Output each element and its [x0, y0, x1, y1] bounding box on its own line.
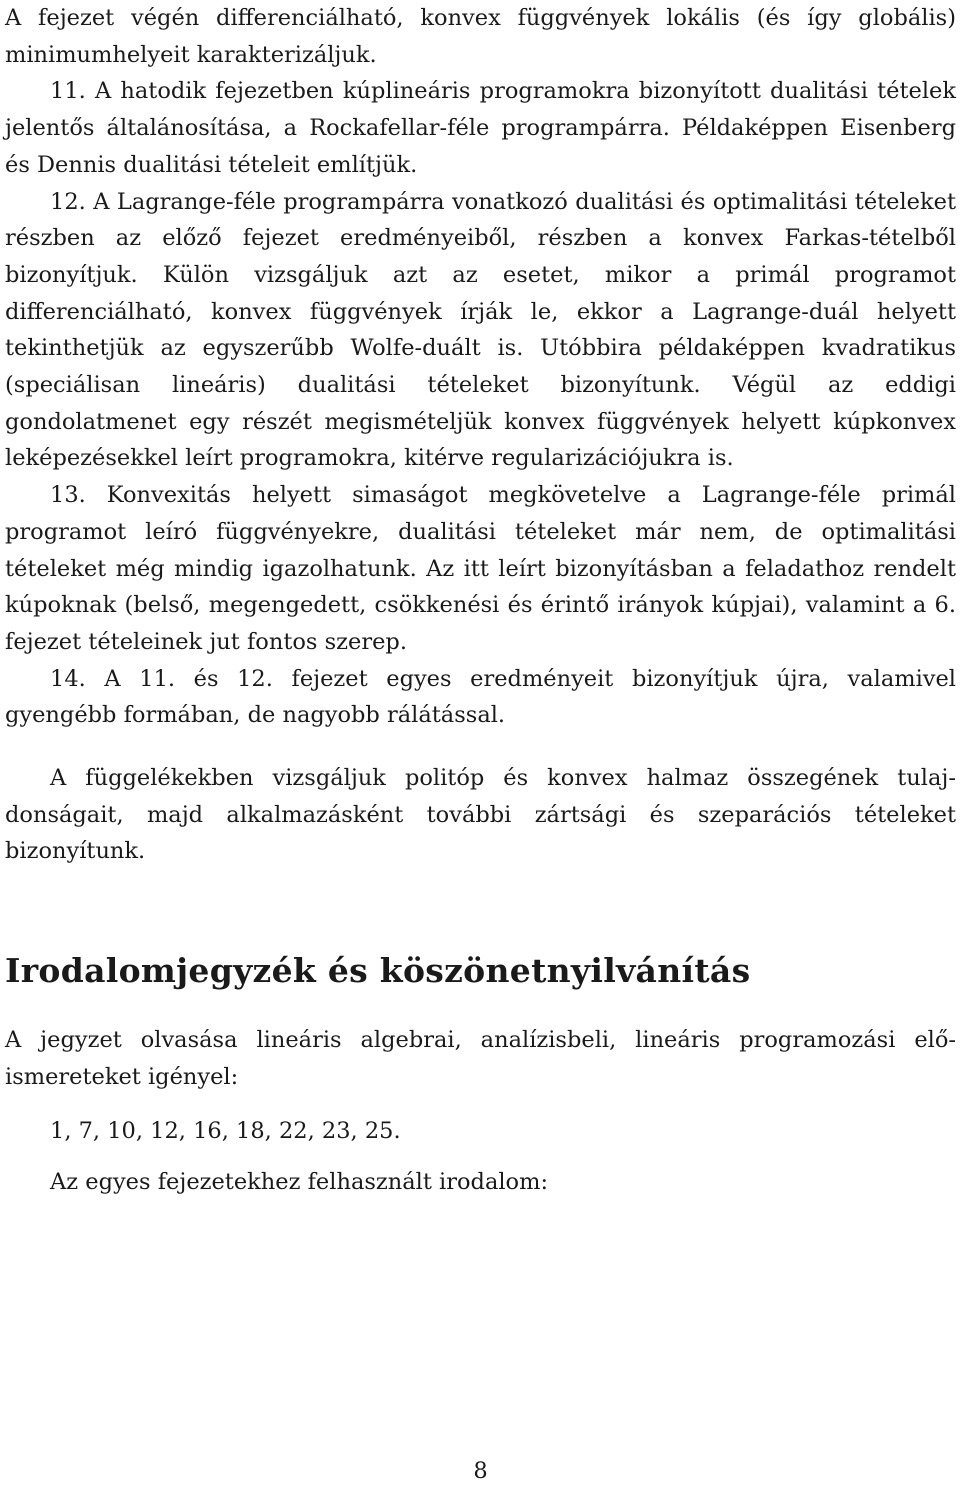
chapter-references-label: Az egyes fejezetekhez felhasznált irodalom: [50, 1169, 549, 1195]
appendix-paragraph: A függelékekben vizsgáljuk politóp és konvex halmaz összegének tulajdonságait, majd alkalmazásként további zártsági és szeparációs tételeket bizonyítunk. [5, 765, 956, 865]
prerequisites-paragraph: A jegyzet olvasása lineáris algebrai, analízisbeli, lineáris programozási előismereteket igényel: [5, 1027, 956, 1090]
item-11-paragraph: 11. A hatodik fejezetben kúplineáris programokra bizonyított dualitási tételek jelentős általánosítása, a Rockafellar-féle programpárra. Példaképpen Eisenberg és Dennis dualitási tételeit említjük. [5, 78, 956, 178]
item-13-paragraph: 13. Konvexitás helyett simaságot megkövetelve a Lagrange-féle primál programot leíró függvényekre, dualitási tételeket már nem, de optimalitási tételeket még mindig igazolhatunk. Az itt leírt bizonyításban a feladathoz rendelt kúpoknak (belső, megengedett, csökkenési és érintő irányok kúpjai), valamint a 6. fejezet tételeinek jut fontos szerep. [5, 482, 956, 655]
section-heading: Irodalomjegyzék és köszönetnyilvánítás [5, 951, 751, 990]
item-14-paragraph: 14. A 11. és 12. fejezet egyes eredményeit bizonyítjuk újra, valamivel gyengébb formában, de nagyobb rálátással. [5, 665, 956, 729]
page-number: 8 [473, 1458, 488, 1484]
document-page [5, 0, 956, 1492]
item-12-paragraph: 12. A Lagrange-féle programpárra vonatkozó dualitási és optimalitási tételeket részben az előző fejezet eredményeiből, részben a konvex Farkas-tételből bizonyítjuk. Külön vizsgáljuk azt az esetet, mikor a primál programot differenciálható, konvex függvények írják le, ekkor a Lagrange-duál helyett tekinthetjük az egyszerűbb Wolfe-duált is. Utóbbira példaképpen kvadratikus (speciálisan lineáris) dualitási tételeket bizonyítunk. Végül az eddigi gondolatmenet egy részét megismételjük konvex függvények helyett kúpkonvex leképezésekkel leírt programokra, kitérve regularizációjukra is. [5, 188, 956, 472]
reference-number-list: 1, 7, 10, 12, 16, 18, 22, 23, 25. [50, 1118, 401, 1144]
chapter-summary-block [5, 0, 956, 734]
intro-line: A fejezet végén differenciálható, konvex függvények lokális (és így globális) minimumhelyeit karakterizáljuk. [5, 5, 956, 68]
